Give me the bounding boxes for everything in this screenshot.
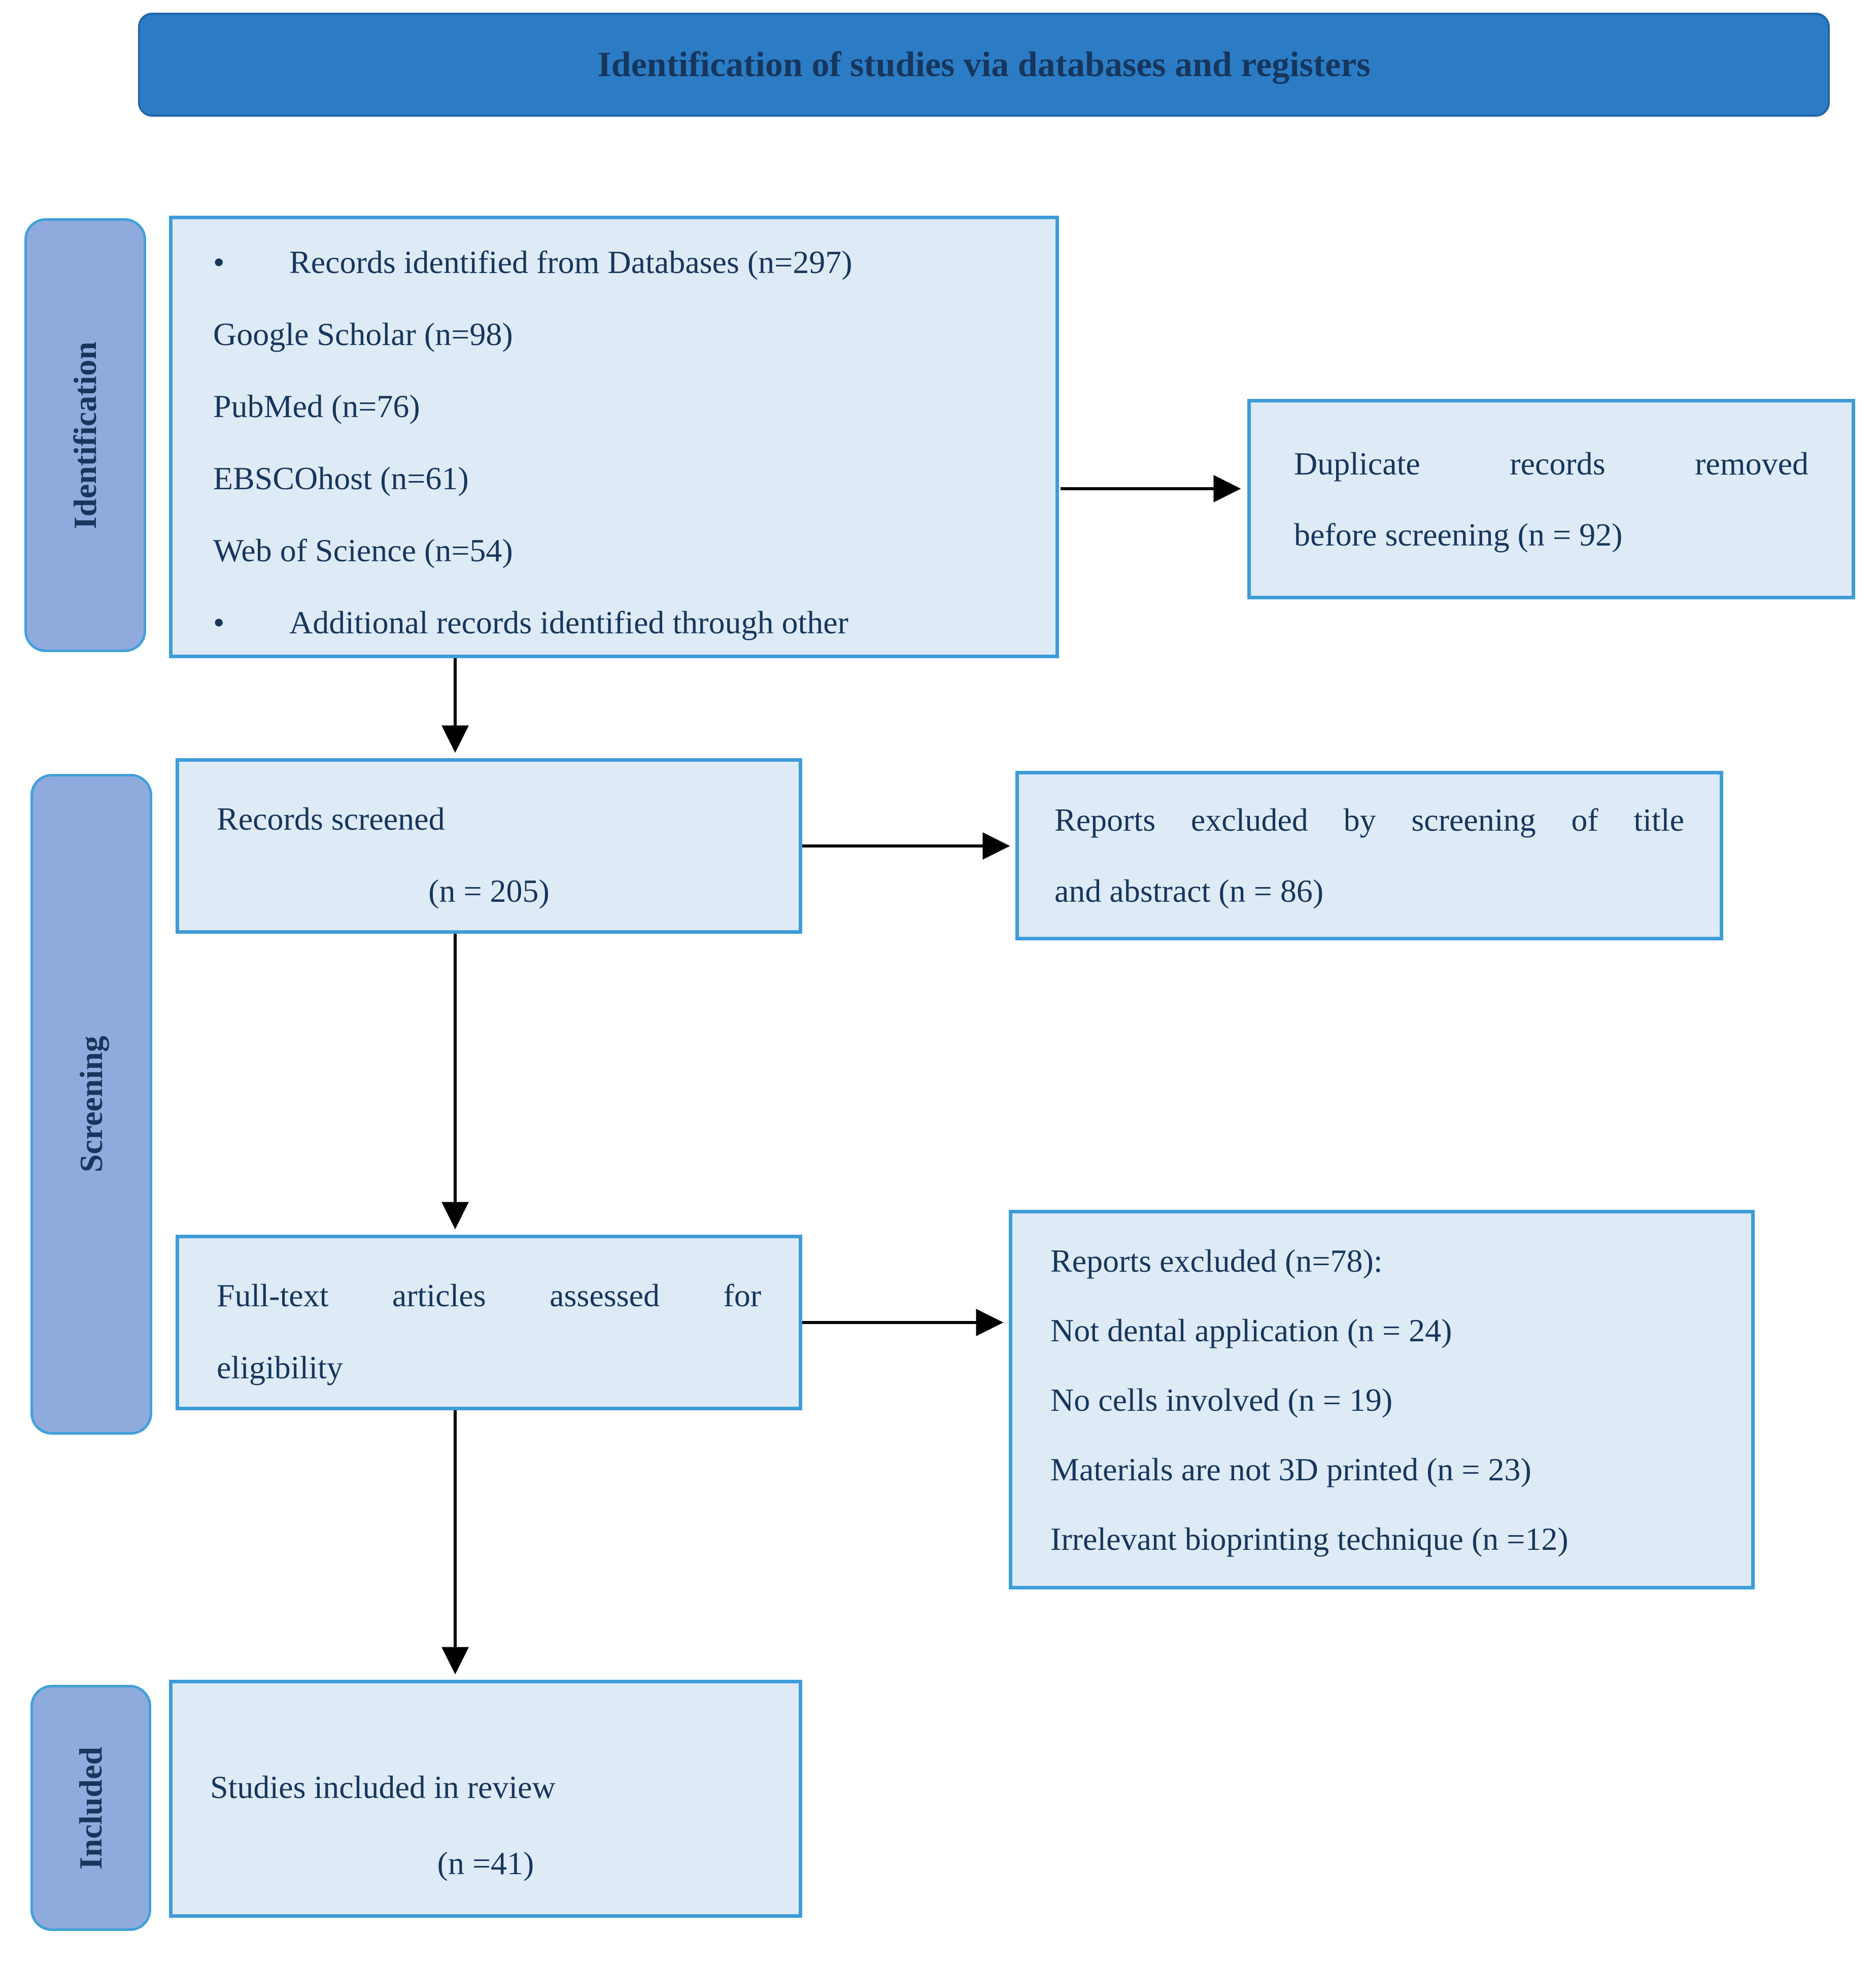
records-screened-box: [176, 758, 802, 934]
stage-label-identification: [24, 218, 146, 652]
excluded-fulltext-title: Reports excluded (n=78):: [1050, 1242, 1383, 1279]
diagram-header: [138, 13, 1830, 117]
fulltext-assessed-line2: eligibility: [217, 1349, 343, 1385]
excluded-fulltext-box: [1009, 1210, 1755, 1589]
bullet-icon: •: [213, 604, 225, 640]
duplicates-removed-line2: before screening (n = 92): [1294, 516, 1623, 553]
duplicates-removed-line1: Duplicate records removed: [1294, 445, 1809, 482]
stage-label-included-text: Included: [73, 1746, 109, 1870]
excluded-title-abstract-box: [1015, 771, 1723, 940]
source-web-of-science: Web of Science (n=54): [213, 532, 513, 568]
fulltext-assessed-line1: Full-text articles assessed for: [217, 1277, 761, 1313]
stage-label-identification-text: Identification: [67, 341, 103, 529]
diagram-title: Identification of studies via databases and registers: [597, 45, 1371, 84]
source-pubmed: PubMed (n=76): [213, 388, 420, 424]
duplicates-removed-box: [1247, 399, 1855, 599]
stage-label-included: [30, 1685, 151, 1931]
fulltext-assessed-box: [176, 1235, 802, 1410]
excluded-reason-not-dental: Not dental application (n = 24): [1050, 1312, 1452, 1348]
source-google-scholar: Google Scholar (n=98): [213, 316, 513, 352]
records-identified-bullet-line-1: [213, 226, 1025, 298]
records-identified-bullet-line-2: [213, 587, 1025, 659]
source-ebscohost: EBSCOhost (n=61): [213, 460, 469, 496]
excluded-reason-not-3d-printed: Materials are not 3D printed (n = 23): [1050, 1451, 1531, 1487]
excluded-title-abstract-line2: and abstract (n = 86): [1054, 873, 1324, 909]
studies-included-count: (n =41): [437, 1845, 534, 1881]
excluded-title-abstract-line1: Reports excluded by screening of title: [1054, 802, 1684, 838]
stage-label-screening: [30, 774, 152, 1435]
bullet-icon: •: [213, 244, 225, 280]
excluded-reason-irrelevant-technique: Irrelevant bioprinting technique (n =12): [1050, 1520, 1568, 1557]
records-identified-box: [169, 216, 1059, 658]
additional-records-text: Additional records identified through other: [289, 604, 848, 640]
stage-label-screening-text: Screening: [73, 1036, 109, 1173]
excluded-reason-no-cells: No cells involved (n = 19): [1050, 1381, 1393, 1418]
studies-included-line1: Studies included in review: [210, 1769, 556, 1805]
records-screened-line1: Records screened: [217, 801, 445, 837]
records-screened-count: (n = 205): [428, 873, 550, 909]
studies-included-box: [169, 1680, 802, 1918]
records-identified-total: Records identified from Databases (n=297): [289, 244, 852, 280]
